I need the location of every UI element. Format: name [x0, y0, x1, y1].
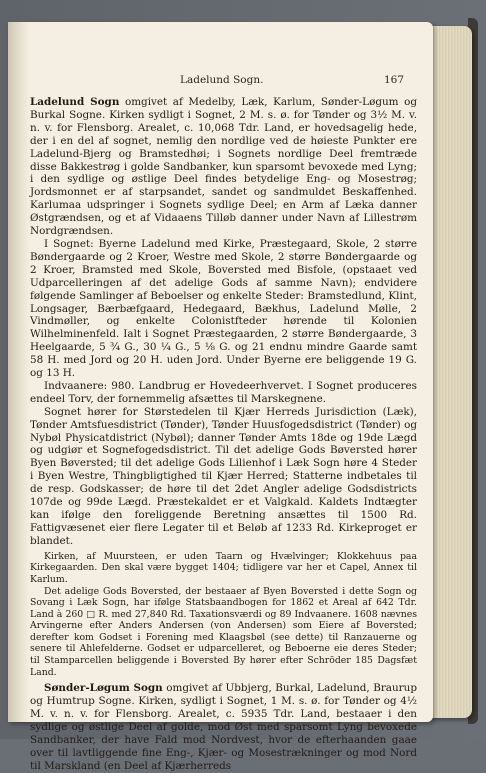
parish-name: Ladelund Sogn [30, 96, 120, 108]
paragraph-sonder-logum [30, 682, 417, 772]
parish-name: Sønder-Løgum Sogn [44, 682, 163, 695]
note-church: Kirken, af Muursteen, er uden Taarn og Hvælvinger; Klokkehuus paa Kirkegaarden. Den skal være bygget 1404; tidligere var her et Capel, Annex til Karlum. [30, 550, 417, 585]
paragraph-administration: Sognet hører for Størstedelen til Kjær Herreds Jurisdiction (Læk), Tønder Amtsfuesdistrict (Tønder), Tønder Huusfogedsdistrict (Tønder) og Nybøl Physicatdistrict (Nybøl); danner Tønder Amts 18de og 19de Lægd og udgiør et Sognefogedsdistrict. Til det adelige Gods Bøversted hører Byen Bøversted; til det adelige Gods Lilienhof i Læk Sogn høre 4 Steder i Byen Westre, Thingbligtighed til Kjær Herred; Statterne indbetales til de resp. Godskasser; de høre til det 2det Angler adelige Godsdistricts 107de og 99de Lægd. Præstekaldet er et Valgkald. Kaldets Indtægter kan ifølge den foreliggende Beretning ansættes til 1500 Rd. Fattigvæsenet eier flere Legater til et Beløb af 1233 Rd. Kirkeproget er blandet. [30, 405, 417, 547]
paragraph-villages: I Sognet: Byerne Ladelund med Kirke, Præstegaard, Skole, 2 større Bøndergaarde og 2 Kroer, Westre med Skole, 2 større Bøndergaarde og 2 Kroer, Bramsted med Skole, Boversted med Bisfole, (opstaaet ved Udparcelleringen af det adelige Gods af samme Navn); endvidere følgende Samlinger af Beboelser og enkelte Steder: Bramstedlund, Klint, Longsager, Bærbæfgaard, Hedegaard, Bækhus, Ladelund Mølle, 2 Vindmøller, og enkelte Colonistfteder hørende til Kolonien Wilhelminenfeld. Ialt i Sognet Præstegaarden, 2 større Bøndergaarde, 3 Heelgaarde, 5 ¾ G., 30 ¼ G., 5 ⅛ G. og 21 endnu mindre Gaarde samt 58 H. med Jord og 20 H. uden Jord. Under Byerne ere beliggende 19 G. og 13 H. [30, 237, 417, 380]
paragraph-ladelund [30, 96, 417, 238]
small-print-notes [30, 551, 417, 679]
page-number: 167 [383, 74, 404, 86]
paragraph-population: Indvaanere: 980. Landbrug er Hovedeerhvervet. I Sognet produceres endeel Torv, der fornemmelig afsættes til Marskegnene. [30, 379, 417, 405]
paragraph-text: omgivet af Ubbjerg, Burkal, Ladelund, Braurup og Humtrup Sogne. Kirken, sydligt i Sognet, 1 M. s. ø. for Tønder og 4½ M. v. n. v. for Flensborg. Arealet, c. 5935 Tdr. Land, bestaaer i den sydlige og østlige Deel af golde, mod Øst med sparsomt Lyng bevoxede Sandbanker, der have Fald mod Nordvest, hvor de efterhaanden gaae over til lavtliggende fine Eng-, Kjær- og Mosestrækninger og mod Nord til Marskland (en Deel af Kjærherreds [30, 682, 417, 772]
page-body [30, 96, 417, 773]
paragraph-text: omgivet af Medelby, Læk, Karlum, Sønder-Løgum og Burkal Sogne. Kirken sydligt i Sognet, 2 M. s. ø. for Tønder og 3½ M. v. n. v. for Flensborg. Arealet, c. 10,068 Tdr. Land, er hovedsagelig hede, der i en del af sognet, nemlig den nordlige ved de høieste Punkter ere Ladelund-Bjerg og Bramstedhøi; i Sognets nordlige Deel fremtræde disse Bakkestrøg i golde Sandbanker, kun sparsomt bevoxede med Lyng; i den sydlige og østlige Deel findes betydelige Eng- og Mosestrøg; Jordsmonnet er af starpsandet, sandet og sandmuldet Beskaffenhed. Karlumaa udspringer i Sognets sydlige Deel; en Arm af Læka danner Østgrændsen, og et af Vidaaens Tilløb danner under Navn af Lillestrøm Nordgrændsen. [30, 96, 417, 238]
page-edges [430, 26, 472, 718]
running-head-title: Ladelund Sogn. [180, 74, 264, 86]
note-estate: Det adelige Gods Boversted, der bestaaer af Byen Boversted i dette Sogn og Sovang i Læk Sogn, har ifølge Statsbaandbogen for 1862 et Areal af 642 Tdr. Land à 260 □ R. med 27,840 Rd. Taxationsværdi og 89 Indvaanere. 1608 nævnes Arvingerne efter Anders Andersen (von Andersen) som Eiere af Boversted; derefter kom Godset i Forening med Klaagsbøl (see dette) til Ranzauerne og senere til Ahlefelderne. Godset er udparcelleret, og Beboerne eie deres Steder; til Stamparcellen beliggende i Boversted By hører efter Schröder 185 Dagsfæt Land. [30, 585, 417, 678]
page-gutter [8, 22, 30, 722]
running-head [30, 74, 410, 88]
